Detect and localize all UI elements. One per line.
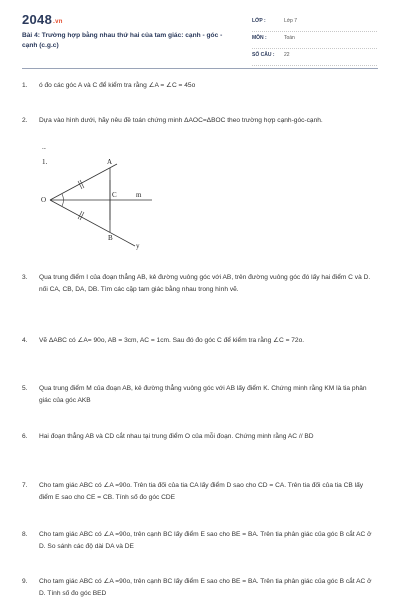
meta-row-class bbox=[252, 15, 377, 32]
ray-oa bbox=[50, 164, 117, 200]
document-header bbox=[0, 0, 400, 62]
question-7 bbox=[22, 480, 378, 504]
question-number: 3. bbox=[22, 274, 28, 281]
meta-key: MÔN : bbox=[252, 35, 267, 41]
question-4 bbox=[22, 335, 378, 347]
point-label-c: C bbox=[112, 191, 117, 199]
figure-mark-top: ~ bbox=[42, 148, 46, 153]
question-1 bbox=[22, 80, 378, 92]
meta-row-subject bbox=[252, 32, 377, 49]
question-number: 6. bbox=[22, 433, 28, 440]
question-text: Cho tam giác ABC có ∠A =90o, trên cạnh BC lấy điểm E sao cho BE = BA. Trên tia phân giác của góc B cắt AC ở D. Tính số đo góc BED bbox=[39, 578, 372, 597]
point-label-m: m bbox=[136, 191, 142, 199]
question-text: Cho tam giác ABC có ∠A =90o. Trên tia đối của tia CA lấy điểm D sao cho CD = CA. Trên tia đối của tia CB lấy điểm E sao cho CE = CB. Tính số đo góc CDE bbox=[39, 482, 364, 501]
question-9 bbox=[22, 576, 378, 600]
meta-info bbox=[252, 15, 377, 66]
question-text: Qua trung điểm I của đoạn thẳng AB, kẻ đường vuông góc với AB, trên đường vuông góc đó lấy hai điểm C và D. nối CA, CB, DA, DB. Tìm các cặp tam giác bằng nhau trong hình vẽ. bbox=[39, 274, 371, 293]
meta-value: Toán bbox=[284, 35, 295, 41]
question-text: Dựa vào hình dưới, hãy nêu đề toán chứng minh ΔAOC=ΔBOC theo trường hợp cạnh-góc-cạnh. bbox=[39, 117, 323, 124]
question-number: 7. bbox=[22, 482, 28, 489]
lesson-title: Bài 4: Trường hợp bằng nhau thứ hai của tam giác: cạnh - góc - cạnh (c.g.c) bbox=[22, 32, 223, 49]
point-label-b: B bbox=[108, 234, 113, 242]
point-label-y: y bbox=[136, 242, 140, 250]
question-number: 5. bbox=[22, 385, 28, 392]
question-text: Vẽ ΔABC có ∠A= 90o, AB = 3cm, AC = 1cm. Sau đó đo góc C để kiểm tra rằng ∠C = 72o. bbox=[39, 337, 305, 344]
figure-label-number: 1. bbox=[42, 158, 48, 166]
question-2 bbox=[22, 115, 378, 127]
question-text: ó đo các góc A và C để kiểm tra rằng ∠A = ∠C = 45o bbox=[39, 82, 196, 89]
point-label-a: A bbox=[107, 158, 113, 166]
point-label-o: O bbox=[41, 196, 47, 204]
question-text: Cho tam giác ABC có ∠A =90o, trên cạnh BC lấy điểm E sao cho BE = BA. Trên tia phân giác của góc B cắt AC ở D. So sánh các độ dài DA và DE bbox=[39, 531, 372, 550]
logo-sub-text: .vn bbox=[53, 19, 63, 25]
question-6 bbox=[22, 431, 378, 443]
meta-key: SỐ CÂU : bbox=[252, 52, 275, 58]
question-number: 4. bbox=[22, 337, 28, 344]
question-number: 2. bbox=[22, 117, 28, 124]
meta-key: LỚP : bbox=[252, 18, 266, 24]
header-divider bbox=[22, 68, 378, 69]
question-5 bbox=[22, 383, 378, 407]
question-3 bbox=[22, 272, 378, 296]
site-logo[interactable] bbox=[22, 12, 63, 27]
question-number: 9. bbox=[22, 578, 28, 585]
logo-main-text: 2048 bbox=[22, 12, 53, 27]
question-text: Qua trung điểm M của đoạn AB, kẻ đường thẳng vuông góc với AB lấy điểm K. Chứng minh rằng KM là tia phân giác của góc AKB bbox=[39, 385, 367, 404]
meta-row-count bbox=[252, 49, 377, 66]
meta-value: 22 bbox=[284, 52, 290, 58]
ray-ob bbox=[50, 200, 135, 246]
question-text: Hai đoạn thẳng AB và CD cắt nhau tại trung điểm O của mỗi đoạn. Chứng minh rằng AC // BD bbox=[39, 433, 314, 440]
question-8 bbox=[22, 529, 378, 553]
geometry-figure bbox=[40, 148, 160, 252]
question-number: 1. bbox=[22, 82, 28, 89]
meta-value: Lớp 7 bbox=[284, 18, 298, 24]
question-number: 8. bbox=[22, 531, 28, 538]
